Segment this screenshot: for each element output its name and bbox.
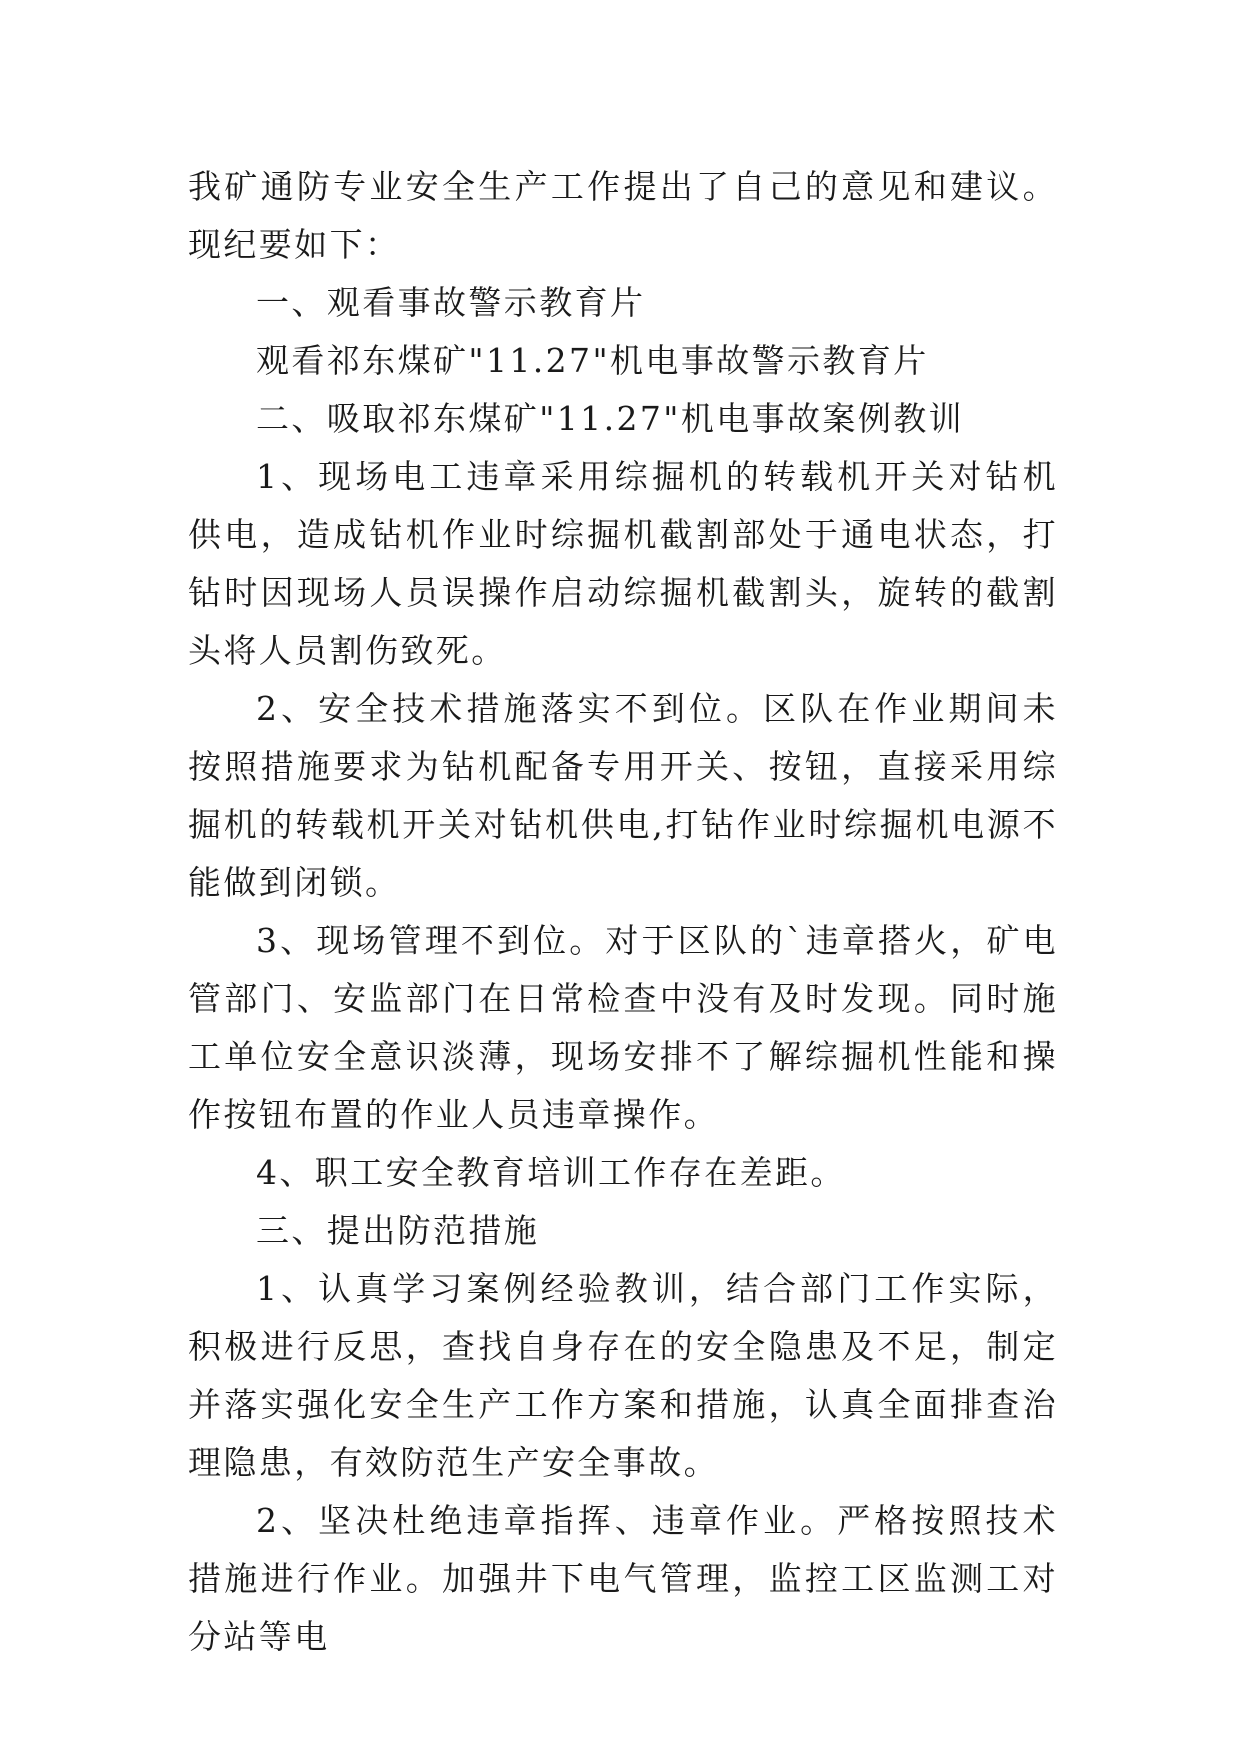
- paragraph-1: 观看祁东煤矿"11.27"机电事故警示教育片: [256, 341, 929, 380]
- section-heading-1: 一、观看事故警示教育片: [256, 283, 646, 322]
- document-body: [188, 158, 1058, 1666]
- measure-item-1: 1、认真学习案例经验教训，结合部门工作实际，积极进行反思，查找自身存在的安全隐患及不足，制定并落实强化安全生产工作方案和措施，认真全面排查治理隐患，有效防范生产安全事故。: [188, 1269, 1058, 1482]
- lesson-item-4: 4、职工安全教育培训工作存在差距。: [256, 1153, 846, 1192]
- lesson-item-2: 2、安全技术措施落实不到位。区队在作业期间未按照措施要求为钻机配备专用开关、按钮，直接采用综掘机的转载机开关对钻机供电,打钻作业时综掘机电源不能做到闭锁。: [188, 689, 1058, 902]
- measure-item-2: 2、坚决杜绝违章指挥、违章作业。严格按照技术措施进行作业。加强井下电气管理，监控工区监测工对分站等电: [188, 1501, 1058, 1656]
- paragraph-intro: 我矿通防专业安全生产工作提出了自己的意见和建议。现纪要如下：: [188, 167, 1058, 264]
- lesson-item-3: 3、现场管理不到位。对于区队的`违章搭火，矿电管部门、安监部门在日常检查中没有及时发现。同时施工单位安全意识淡薄，现场安排不了解综掘机性能和操作按钮布置的作业人员违章操作。: [188, 921, 1058, 1134]
- section-heading-3: 三、提出防范措施: [256, 1211, 540, 1250]
- lesson-item-1: 1、现场电工违章采用综掘机的转载机开关对钻机供电，造成钻机作业时综掘机截割部处于通电状态，打钻时因现场人员误操作启动综掘机截割头，旋转的截割头将人员割伤致死。: [188, 457, 1058, 670]
- section-heading-2: 二、吸取祁东煤矿"11.27"机电事故案例教训: [256, 399, 965, 438]
